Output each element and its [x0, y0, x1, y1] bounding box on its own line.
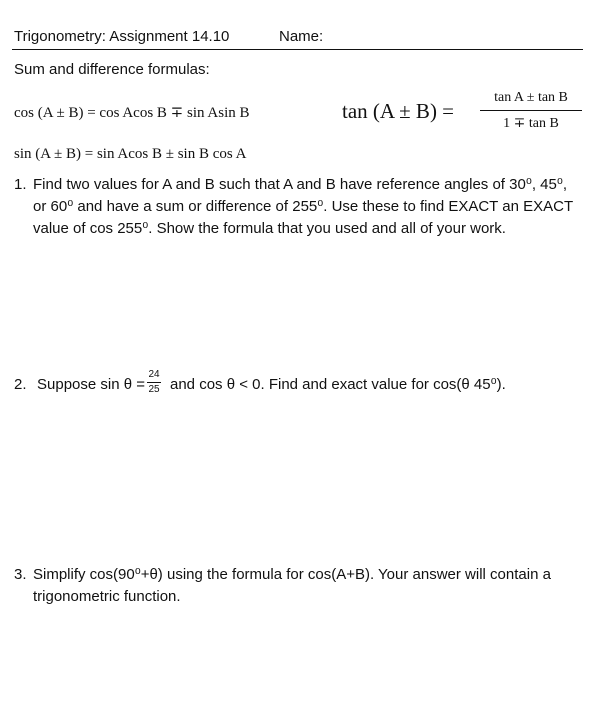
formulas-heading: Sum and difference formulas: — [14, 61, 210, 78]
tan-formula-denominator: 1 ∓ tan B — [503, 116, 559, 131]
question-2-fraction-numerator: 24 — [148, 369, 160, 380]
question-2-prefix: Suppose sin θ = — [37, 376, 145, 393]
cos-formula: cos (A ± B) = cos Acos B ∓ sin Asin B — [14, 105, 250, 121]
tan-formula-lhs: tan (A ± B) = — [342, 99, 455, 123]
question-2-number: 2. — [14, 376, 27, 393]
question-3-line-2: trigonometric function. — [33, 588, 181, 605]
question-3 — [33, 564, 593, 608]
question-3-line-1: Simplify cos(90⁰+θ) using the formula for cos(A+B). Your answer will contain a — [33, 566, 551, 583]
question-2-fraction-denominator: 25 — [148, 384, 160, 395]
question-2-suffix: and cos θ < 0. Find and exact value for cos(θ 45⁰). — [170, 376, 506, 393]
question-1-line-1: Find two values for A and B such that A and B have reference angles of 30⁰, 45⁰, — [33, 176, 568, 193]
question-2-fraction-bar — [147, 382, 161, 383]
sin-formula: sin (A ± B) = sin Acos B ± sin B cos A — [14, 146, 247, 162]
question-1-line-2: or 60⁰ and have a sum or difference of 255⁰. Use these to find EXACT an EXACT — [33, 198, 574, 215]
question-1 — [33, 174, 593, 240]
question-3-number: 3. — [14, 566, 27, 583]
question-1-line-3: value of cos 255⁰. Show the formula that you used and all of your work. — [33, 220, 506, 237]
assignment-title: Trigonometry: Assignment 14.10 — [14, 28, 230, 45]
tan-formula-numerator: tan A ± tan B — [494, 90, 568, 105]
question-1-number: 1. — [14, 176, 27, 193]
header-divider — [12, 49, 583, 50]
tan-fraction-bar — [480, 110, 582, 111]
name-label: Name: — [279, 28, 324, 45]
